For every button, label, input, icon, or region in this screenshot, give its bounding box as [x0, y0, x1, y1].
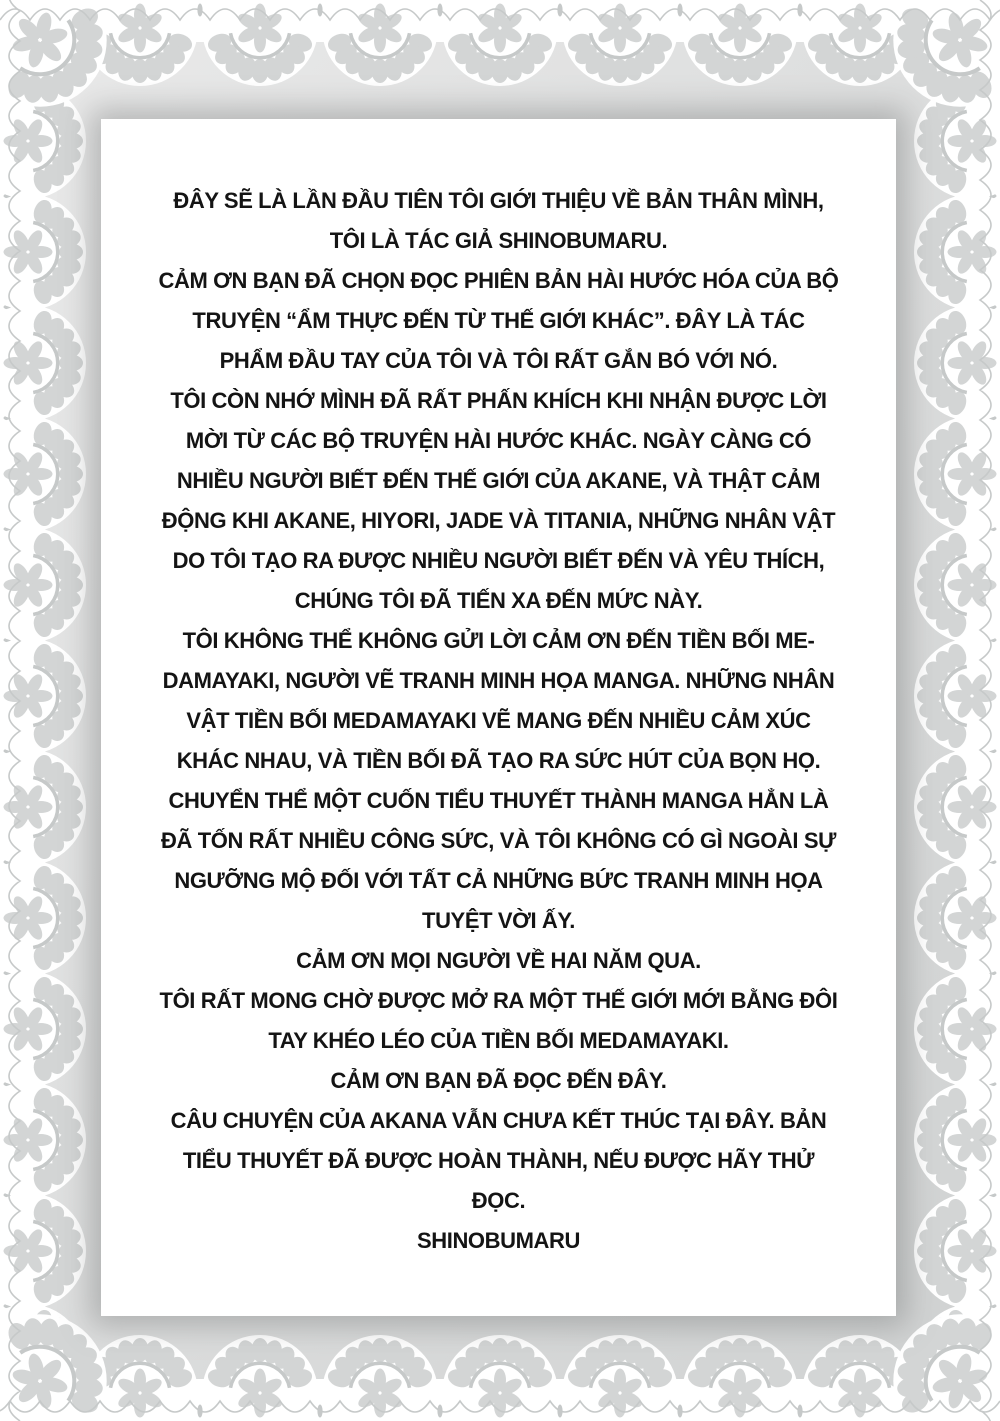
- afterword-line: KHÁC NHAU, VÀ TIỀN BỐI ĐÃ TẠO RA SỨC HÚT CỦA BỌN HỌ.: [176, 748, 821, 773]
- content-panel: [101, 119, 896, 1316]
- afterword-line: CHUYỂN THỂ MỘT CUỐN TIỂU THUYẾT THÀNH MANGA HẲN LÀ: [168, 788, 829, 813]
- afterword-line: TÔI KHÔNG THỂ KHÔNG GỬI LỜI CẢM ƠN ĐẾN TIỀN BỐI ME-: [182, 628, 815, 653]
- afterword-line: TRUYỆN “ẨM THỰC ĐẾN TỪ THẾ GIỚI KHÁC”. ĐÂY LÀ TÁC: [192, 308, 805, 333]
- afterword-line: CÂU CHUYỆN CỦA AKANA VẪN CHƯA KẾT THÚC TẠI ĐÂY. BẢN: [170, 1108, 827, 1133]
- afterword-line: TUYỆT VỜI ẤY.: [422, 908, 575, 933]
- afterword-line: TAY KHÉO LÉO CỦA TIỀN BỐI MEDAMAYAKI.: [268, 1028, 729, 1053]
- afterword-line: ĐỘNG KHI AKANE, HIYORI, JADE VÀ TITANIA, NHỮNG NHÂN VẬT: [161, 508, 836, 533]
- afterword-line: NGƯỠNG MỘ ĐỐI VỚI TẤT CẢ NHỮNG BỨC TRANH MINH HỌA: [174, 868, 823, 893]
- afterword-line: CẢM ƠN BẠN ĐÃ CHỌN ĐỌC PHIÊN BẢN HÀI HƯỚC HÓA CỦA BỘ: [158, 268, 839, 293]
- afterword-line: CHÚNG TÔI ĐÃ TIẾN XA ĐẾN MỨC NÀY.: [294, 588, 703, 613]
- afterword-line: TÔI LÀ TÁC GIẢ SHINOBUMARU.: [329, 228, 668, 253]
- afterword-line: MỜI TỪ CÁC BỘ TRUYỆN HÀI HƯỚC KHÁC. NGÀY CÀNG CÓ: [185, 428, 812, 453]
- afterword-line: TIỂU THUYẾT ĐÃ ĐƯỢC HOÀN THÀNH, NẾU ĐƯỢC HÃY THỬ: [182, 1148, 815, 1173]
- afterword-line: DO TÔI TẠO RA ĐƯỢC NHIỀU NGƯỜI BIẾT ĐẾN VÀ YÊU THÍCH,: [172, 548, 825, 573]
- afterword-line: SHINOBUMARU: [416, 1228, 581, 1253]
- afterword-line: ĐÂY SẼ LÀ LẦN ĐẦU TIÊN TÔI GIỚI THIỆU VỀ BẢN THÂN MÌNH,: [173, 188, 824, 213]
- afterword-line: TÔI CÒN NHỚ MÌNH ĐÃ RẤT PHẤN KHÍCH KHI NHẬN ĐƯỢC LỜI: [170, 388, 827, 413]
- afterword-text: [101, 119, 896, 1261]
- afterword-line: ĐÃ TỐN RẤT NHIỀU CÔNG SỨC, VÀ TÔI KHÔNG CÓ GÌ NGOÀI SỰ: [161, 828, 836, 853]
- afterword-line: CẢM ƠN MỌI NGƯỜI VỀ HAI NĂM QUA.: [296, 948, 701, 973]
- afterword-line: VẬT TIỀN BỐI MEDAMAYAKI VẼ MANG ĐẾN NHIỀU CẢM XÚC: [186, 708, 811, 733]
- afterword-line: ĐỌC.: [471, 1188, 526, 1213]
- afterword-line: CẢM ƠN BẠN ĐÃ ĐỌC ĐẾN ĐÂY.: [330, 1068, 667, 1093]
- afterword-line: NHIỀU NGƯỜI BIẾT ĐẾN THẾ GIỚI CỦA AKANE, VÀ THẬT CẢM: [176, 468, 821, 493]
- afterword-line: DAMAYAKI, NGƯỜI VẼ TRANH MINH HỌA MANGA. NHỮNG NHÂN: [162, 668, 835, 693]
- afterword-line: PHẨM ĐẦU TAY CỦA TÔI VÀ TÔI RẤT GẮN BÓ VỚI NÓ.: [219, 348, 778, 373]
- afterword-line: TÔI RẤT MONG CHỜ ĐƯỢC MỞ RA MỘT THẾ GIỚI MỚI BẰNG ĐÔI: [159, 988, 838, 1013]
